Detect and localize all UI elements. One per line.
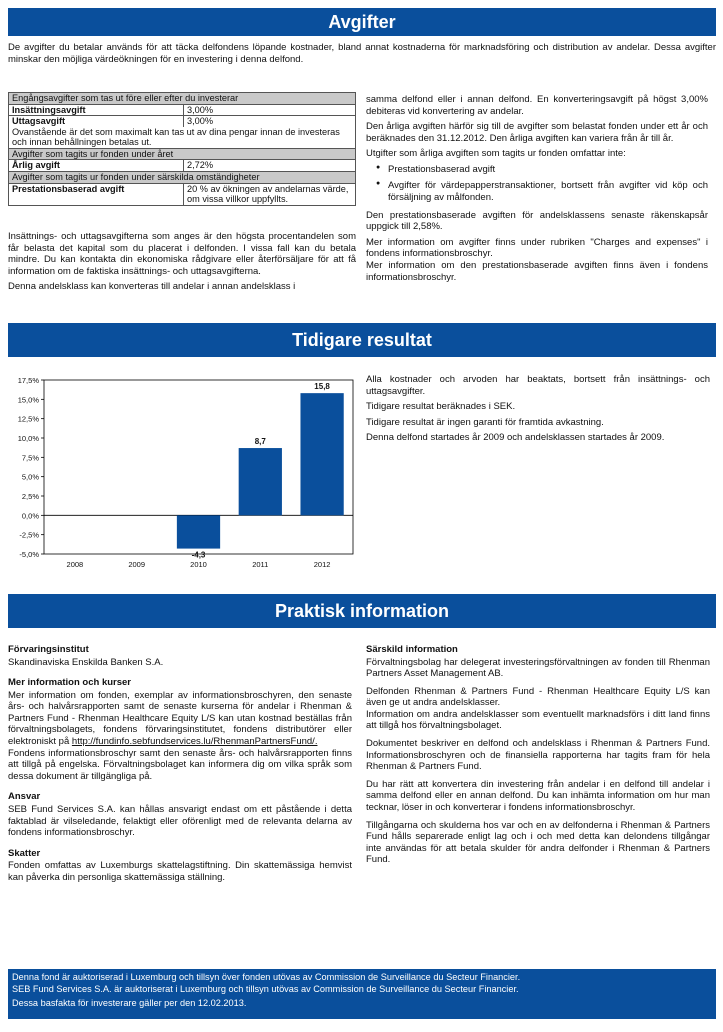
section-header-fees [8, 8, 716, 36]
practical-right [366, 644, 710, 870]
fundinfo-link[interactable]: http://fundinfo.sebfundservices.lu/RhenmanPartnersFund/. [71, 736, 318, 748]
exit-fee-value: 3,00% [184, 116, 356, 127]
fee-table-header-special: Avgifter som tagits ur fonden under särskilda omständigheter [9, 172, 356, 184]
x-tick-label: 2010 [190, 560, 207, 569]
y-tick-label: 12,5% [17, 414, 39, 424]
liability-heading: Ansvar [8, 791, 41, 803]
y-tick-label: 15,0% [17, 395, 39, 405]
list-item: ● Avgifter för värdepapperstransaktioner, bortsett från avgifter vid köp och försäljning av målfonden. [366, 180, 708, 203]
past-p4: Denna delfond startades år 2009 och andelsklassen startades år 2009. [366, 432, 665, 444]
special-info-heading: Särskild information [366, 644, 458, 655]
past-performance-title: Tidigare resultat [292, 330, 432, 350]
fees-right-p1: samma delfond eller i annan delfond. En konverteringsavgift på högst 3,00% debiteras vid konvertering av andelar. [366, 94, 708, 117]
x-tick-label: 2011 [252, 560, 269, 569]
annual-fee-value: 2,72% [184, 160, 356, 172]
bar-2010 [177, 515, 220, 548]
footer-line-1: Denna fond är auktoriserad i Luxemburg och tillsyn över fonden utövas av Commission de Surveillance du Secteur Financier. [12, 972, 521, 982]
fees-right-p6: Mer information om den prestationsbaserade avgiften finns även i fondens informationsbroschyr. [366, 259, 708, 283]
fees-left-p1: Insättnings- och uttagsavgifterna som anges är den högsta procentandelen som får belasta det kapital som du placerat i delfonden. I vissa fall kan du betala mindre. Du kan kontakta din ekonomiska rådgivare eller återförsäljare för att få information om de faktiska insättnings- och uttagsavgifterna. [8, 231, 356, 277]
past-p1: Alla kostnader och arvoden har beaktats, bortsett från insättnings- och uttagsavgifter. [366, 374, 710, 397]
special-info-p2: Delfonden Rhenman & Partners Fund - Rhenman Healthcare Equity L/S kan även ge ut andra andelsklasser. [366, 685, 710, 709]
fees-intro: De avgifter du betalar används för att täcka delfondens löpande kostnader, bland annat kostnaderna för marknadsföring och distribution av andelar. Dessa avgifter minskar den möjliga värdeökningen för en investering i denna delfond. [8, 42, 716, 65]
section-header-practical [8, 594, 716, 628]
max-fee-note: Ovanstående är det som maximalt kan tas ut av dina pengar innan de investeras och innan behållningen betalas ut. [9, 127, 356, 149]
chart-labels [18, 376, 331, 569]
x-tick-label: 2012 [313, 560, 331, 569]
fees-left-p2: Denna andelsklass kan konverteras till andelar i annan andelsklass i [8, 281, 296, 293]
entry-fee-value: 3,00% [184, 104, 356, 116]
depositary-text: Skandinaviska Enskilda Banken S.A. [8, 656, 164, 668]
list-item: ● Prestationsbaserad avgift [366, 164, 708, 176]
depositary-heading: Förvaringsinstitut [8, 644, 89, 655]
section-header-past-performance [8, 323, 716, 357]
y-tick-label: 17,5% [17, 376, 39, 385]
data-label: 8,7 [254, 437, 266, 447]
footer-box [8, 969, 716, 1019]
fees-title: Avgifter [328, 12, 396, 32]
fee-table-header-annual: Avgifter som tagits ur fonden under året [9, 148, 356, 160]
fee-table-header-oneoff: Engångsavgifter som tas ut före eller efter du investerar [9, 93, 356, 105]
practical-title: Praktisk information [274, 601, 450, 621]
fees-right-p5: Mer information om avgifter finns under rubriken "Charges and expenses" i fondens informationsbroschyr. [366, 236, 708, 260]
y-tick-label: 0,0% [21, 511, 39, 521]
x-tick-label: 2008 [66, 560, 84, 569]
data-label: -4,3 [191, 550, 206, 560]
exit-fee-label: Uttagsavgift [9, 116, 184, 127]
footer-line-3: Dessa basfakta för investerare gäller per den 12.02.2013. [12, 998, 247, 1008]
fees-left-text [8, 231, 356, 297]
footer-line-2: SEB Fund Services S.A. är auktoriserat i Luxemburg och tillsyn utövas av Commission de Surveillance du Secteur Financier. [12, 983, 519, 994]
fee-table [8, 92, 356, 206]
more-info-heading: Mer information och kurser [8, 677, 131, 689]
chart-bars [177, 393, 344, 548]
past-p3: Tidigare resultat är ingen garanti för framtida avkastning. [366, 416, 604, 428]
fees-right-text [366, 94, 708, 287]
tax-text: Fonden omfattas av Luxemburgs skattelagstiftning. Din skattemässiga hemvist kan påverka din personliga skattemässiga ställning. [8, 860, 352, 883]
past-p2: Tidigare resultat beräknades i SEK. [366, 401, 516, 413]
y-tick-label: 2,5% [21, 492, 39, 501]
performance-fee-value: 20 % av ökningen av andelarnas värde, om vissa villkor uppfyllts. [184, 183, 356, 205]
annual-fee-label: Årlig avgift [9, 160, 184, 172]
past-performance-chart [8, 372, 358, 582]
bar-2011 [239, 448, 282, 515]
tax-heading: Skatter [8, 847, 41, 859]
y-tick-label: -5,0% [19, 550, 39, 559]
liability-text: SEB Fund Services S.A. kan hållas ansvarigt endast om ett påstående i detta faktablad är vilseledande, felaktigt eller oförenligt med de relevanta delarna av fondens informationsbroschyr. [8, 803, 352, 839]
fees-right-p4: Den prestationsbaserade avgiften för andelsklassens senaste räkenskapsår uppgick till 2,58%. [366, 209, 708, 233]
y-tick-label: -2,5% [19, 530, 39, 540]
practical-left [8, 644, 352, 892]
y-tick-label: 10,0% [17, 434, 39, 443]
past-performance-text [366, 374, 710, 448]
fees-right-p2: Den årliga avgiften härför sig till de avgifter som belastat fonden under ett år och beräknades den 31.12.2012. Den årliga avgiften kan variera från år till år. [366, 121, 708, 144]
special-info-p5: Du har rätt att konvertera din investering från andelar i en delfond till andelar i samma delfond eller en annan delfond. Du kan inhämta information om hur man tecknar, löser in och konverterar i fondens informationsbroschyr. [366, 778, 710, 813]
more-info-text: Mer information om fonden, exemplar av informationsbroschyren, den senaste års- och halvårsrapporten samt de senaste kurserna för andelar i Rhenman & Partners Fund - Rhenman Healthcare Equity L/S kan utan kostnad beställas från förvaltningsbolagets, fondens förvaringsinstitutet, fondens distributörer eller elektroniskt på [8, 689, 352, 748]
bar-2012 [300, 393, 343, 515]
y-tick-label: 7,5% [21, 453, 39, 463]
special-info-p6: Tillgångarna och skulderna hos var och en av delfonderna i Rhenman & Partners Fund hålls separerade enligt lag och i och med detta kan delondens tillgångar inte användas för att betala skulder för andra delfonder i Rhenman & Partners Fund. [366, 819, 710, 866]
more-info-text-2: Fondens informationsbroschyr samt den senaste års- och halvårsrapporten finns att tillgå på engelska. Förvaltningsbolaget kan informera dig om vilka språk som dessa dokument är tillgängliga på. [8, 747, 352, 782]
y-tick-label: 5,0% [21, 472, 39, 482]
performance-fee-label: Prestationsbaserad avgift [9, 183, 184, 205]
special-info-p4: Dokumentet beskriver en delfond och andelsklass i Rhenman & Partners Fund. Informationsbroschyren och de finansiella rapporterna har tagits fram för hela Rhenman & Partners Fund. [366, 738, 710, 773]
fees-right-p3: Utgifter som årliga avgiften som tagits ur fonden omfattar inte: [366, 148, 626, 160]
data-label: 15,8 [314, 382, 330, 392]
x-tick-label: 2009 [128, 560, 146, 569]
fees-exclusions-list [366, 164, 708, 204]
entry-fee-label: Insättningsavgift [9, 104, 184, 116]
special-info-p1: Förvaltningsbolag har delegerat investeringsförvaltningen av fonden till Rhenman Partners Asset Management AB. [366, 656, 710, 680]
special-info-p3: Information om andra andelsklasser som eventuellt marknadsförs i ditt land finns att tillgå hos förvaltningsbolaget. [366, 708, 710, 732]
